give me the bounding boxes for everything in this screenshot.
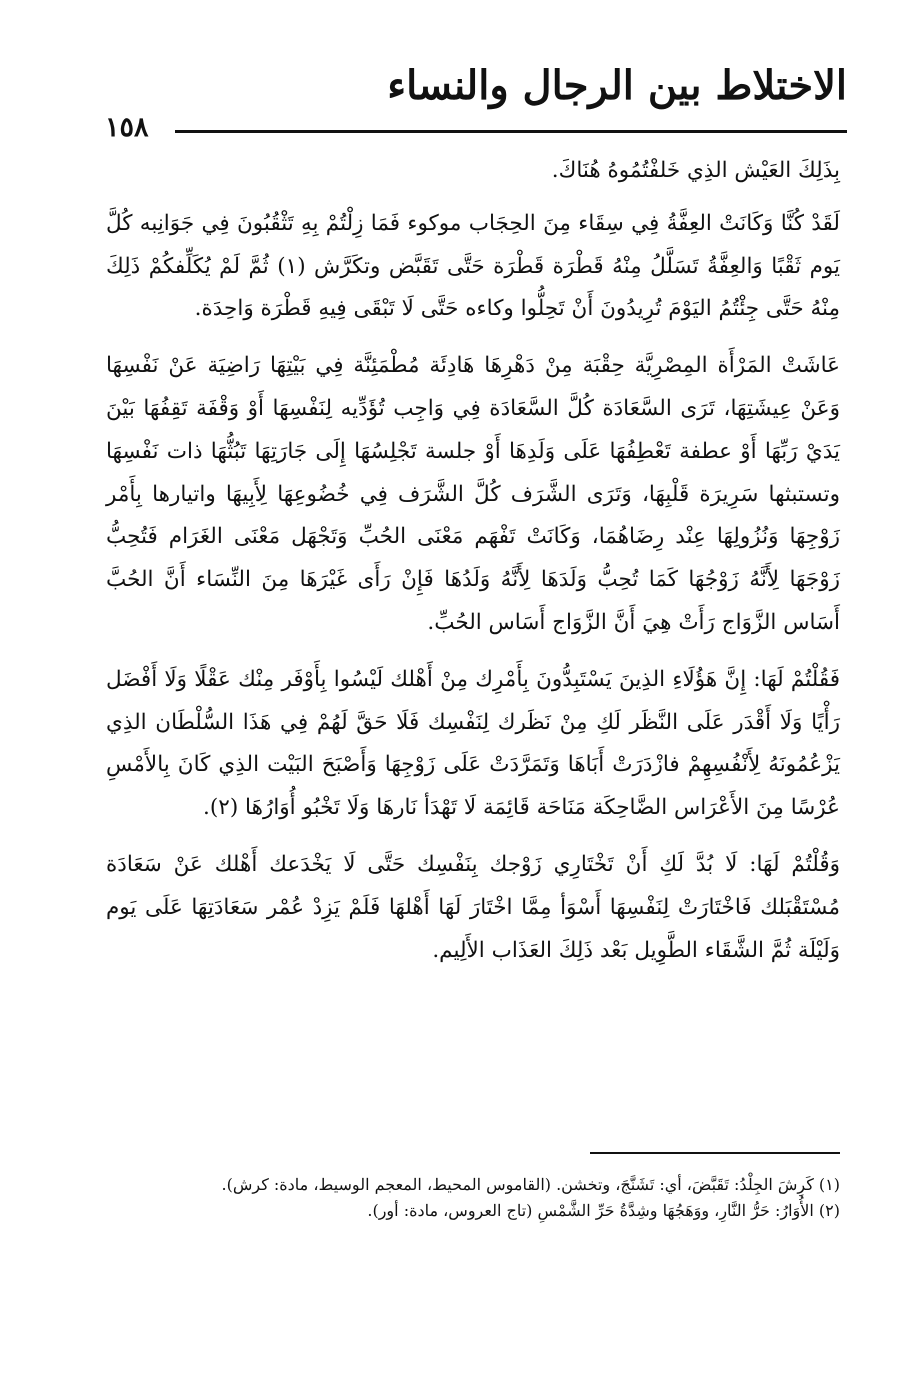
footnote: (١) كَرِشَ الجِلْدُ: تَقَبَّضَ، أي: تَشَنَّجَ، وتخشن. (القاموس المحيط، المعجم الوسيط، مادة: كرش). bbox=[221, 1175, 840, 1194]
footnote-separator bbox=[590, 1152, 840, 1154]
paragraph: لَقَدْ كُنَّا وَكَانَتْ العِفَّةُ فِي سِقَاء مِنَ الحِجَاب موكوء فَمَا زِلْتُمْ بِهِ تَثْقُبُونَ فِي جَوَانِبه كُلَّ يَوم ثَقْبًا وَالعِفَّةُ تَسَلَّلُ مِنْهُ قَطْرَة قَطْرَة حَتَّى تَقَبَّض وتكَرَّش (١) ثُمَّ لَمْ يُكَلِّفكُمْ ذَلِكَ مِنْهُ حَتَّى جِئْتُمُ اليَوْمَ تُرِيدُونَ أَنْ تَحِلُّوا وكاءه حَتَّى لَا تَبْقَى فِيهِ قَطْرَة وَاحِدَة. bbox=[106, 210, 841, 322]
page-number: ١٥٨ bbox=[105, 112, 149, 143]
header-rule bbox=[175, 130, 847, 133]
paragraph: بِذَلِكَ العَيْش الذِي خَلفْتُمُوهُ هُنَاكَ. bbox=[551, 158, 840, 183]
footnote: (٢) الأُوَارُ: حَرُّ النَّارِ، ووَهَجُهَا وشِدَّةُ حَرِّ الشَّمْسِ (تاج العروس، مادة: أور). bbox=[367, 1201, 840, 1220]
footnotes bbox=[106, 1172, 840, 1224]
paragraph: وَقُلْتُمْ لَهَا: لَا بُدَّ لَكِ أَنْ تَخْتَارِي زَوْجك بِنَفْسِك حَتَّى لَا يَخْدَعك أَهْلك عَنْ سَعَادَة مُسْتَقْبَلك فَاخْتَارَتْ لِنَفْسِهَا أَسْوَأ مِمَّا اخْتَارَ لَهَا أَهْلهَا فَلَمْ يَزِدْ عُمْر سَعَادَتِهَا عَلَى يَوم وَلَيْلَة ثُمَّ الشَّقَاء الطَّوِيل بَعْد ذَلِكَ العَذَاب الأَلِيم. bbox=[106, 851, 840, 963]
running-title: الاختلاط بين الرجال والنساء bbox=[387, 62, 847, 109]
body-text bbox=[106, 150, 840, 986]
page-header bbox=[105, 62, 847, 142]
paragraph: فَقُلْتُمْ لَهَا: إِنَّ هَؤُلَاءِ الذِينَ يَسْتَبِدُّونَ بِأَمْرِك مِنْ أَهْلك لَيْسُوا بِأَوْفَر مِنْك عَقْلًا وَلَا أَفْضَل رَأْيًا وَلَا أَقْدَر عَلَى النَّظَر لَكِ مِنْ نَظَرك لِنَفْسِك فَلَا حَقَّ لَهُمْ فِي هَذَا السُّلْطَان الذِي يَزْعُمُونَهُ لِأَنْفُسِهِمْ فازْدَرَتْ أَبَاهَا وَتَمَرَّدَتْ عَلَى زَوْجِهَا وَأَصْبَحَ البَيْت الذِي كَانَ بِالأَمْسِ عُرْسًا مِنَ الأَعْرَاس الضَّاحِكَة مَنَاحَة قَائِمَة لَا تَهْدَأ نَارهَا وَلَا تَخْبُو أُوَارُهَا (٢). bbox=[106, 666, 840, 821]
paragraph: عَاشَتْ المَرْأَة المِصْرِيَّة حِقْبَة مِنْ دَهْرِهَا هَادِئَة مُطْمَئِنَّة فِي بَيْتِهَا رَاضِيَة عَنْ نَفْسِهَا وَعَنْ عِيشَتِهَا، تَرَى السَّعَادَة كُلَّ السَّعَادَة فِي وَاجِب تُؤَدِّيه لِنَفْسِهَا أَوْ وَقْفَة تَقِفُهَا بَيْنَ يَدَيْ رَبِّهَا أَوْ عطفة تَعْطِفُهَا عَلَى وَلَدِهَا أَوْ جلسة تَجْلِسُهَا إِلَى جَارَتِهَا تَبُثُّهَا ذات نَفْسِهَا وتستبثها سَرِيرَة قَلْبِهَا، وَتَرَى الشَّرَف كُلَّ الشَّرَف فِي خُضُوعِهَا لِأَبِيهَا واتيارها بِأَمْر زَوْجِهَا وَنُزُولِهَا عِنْد رِضَاهُمَا، وَكَانَتْ تَفْهَم مَعْنَى الحُبِّ وَتَجْهَل مَعْنَى الغَرَام فَتُحِبُّ زَوْجَهَا لِأَنَّهُ زَوْجُهَا كَمَا تُحِبُّ وَلَدَهَا لِأَنَّهُ وَلَدُهَا فَإِنْ رَأَى غَيْرَهَا مِنَ النِّسَاء أَنَّ الحُبَّ أَسَاس الزَّوَاج رَأَتْ هِيَ أَنَّ الزَّوَاج أَسَاس الحُبِّ. bbox=[106, 353, 840, 635]
